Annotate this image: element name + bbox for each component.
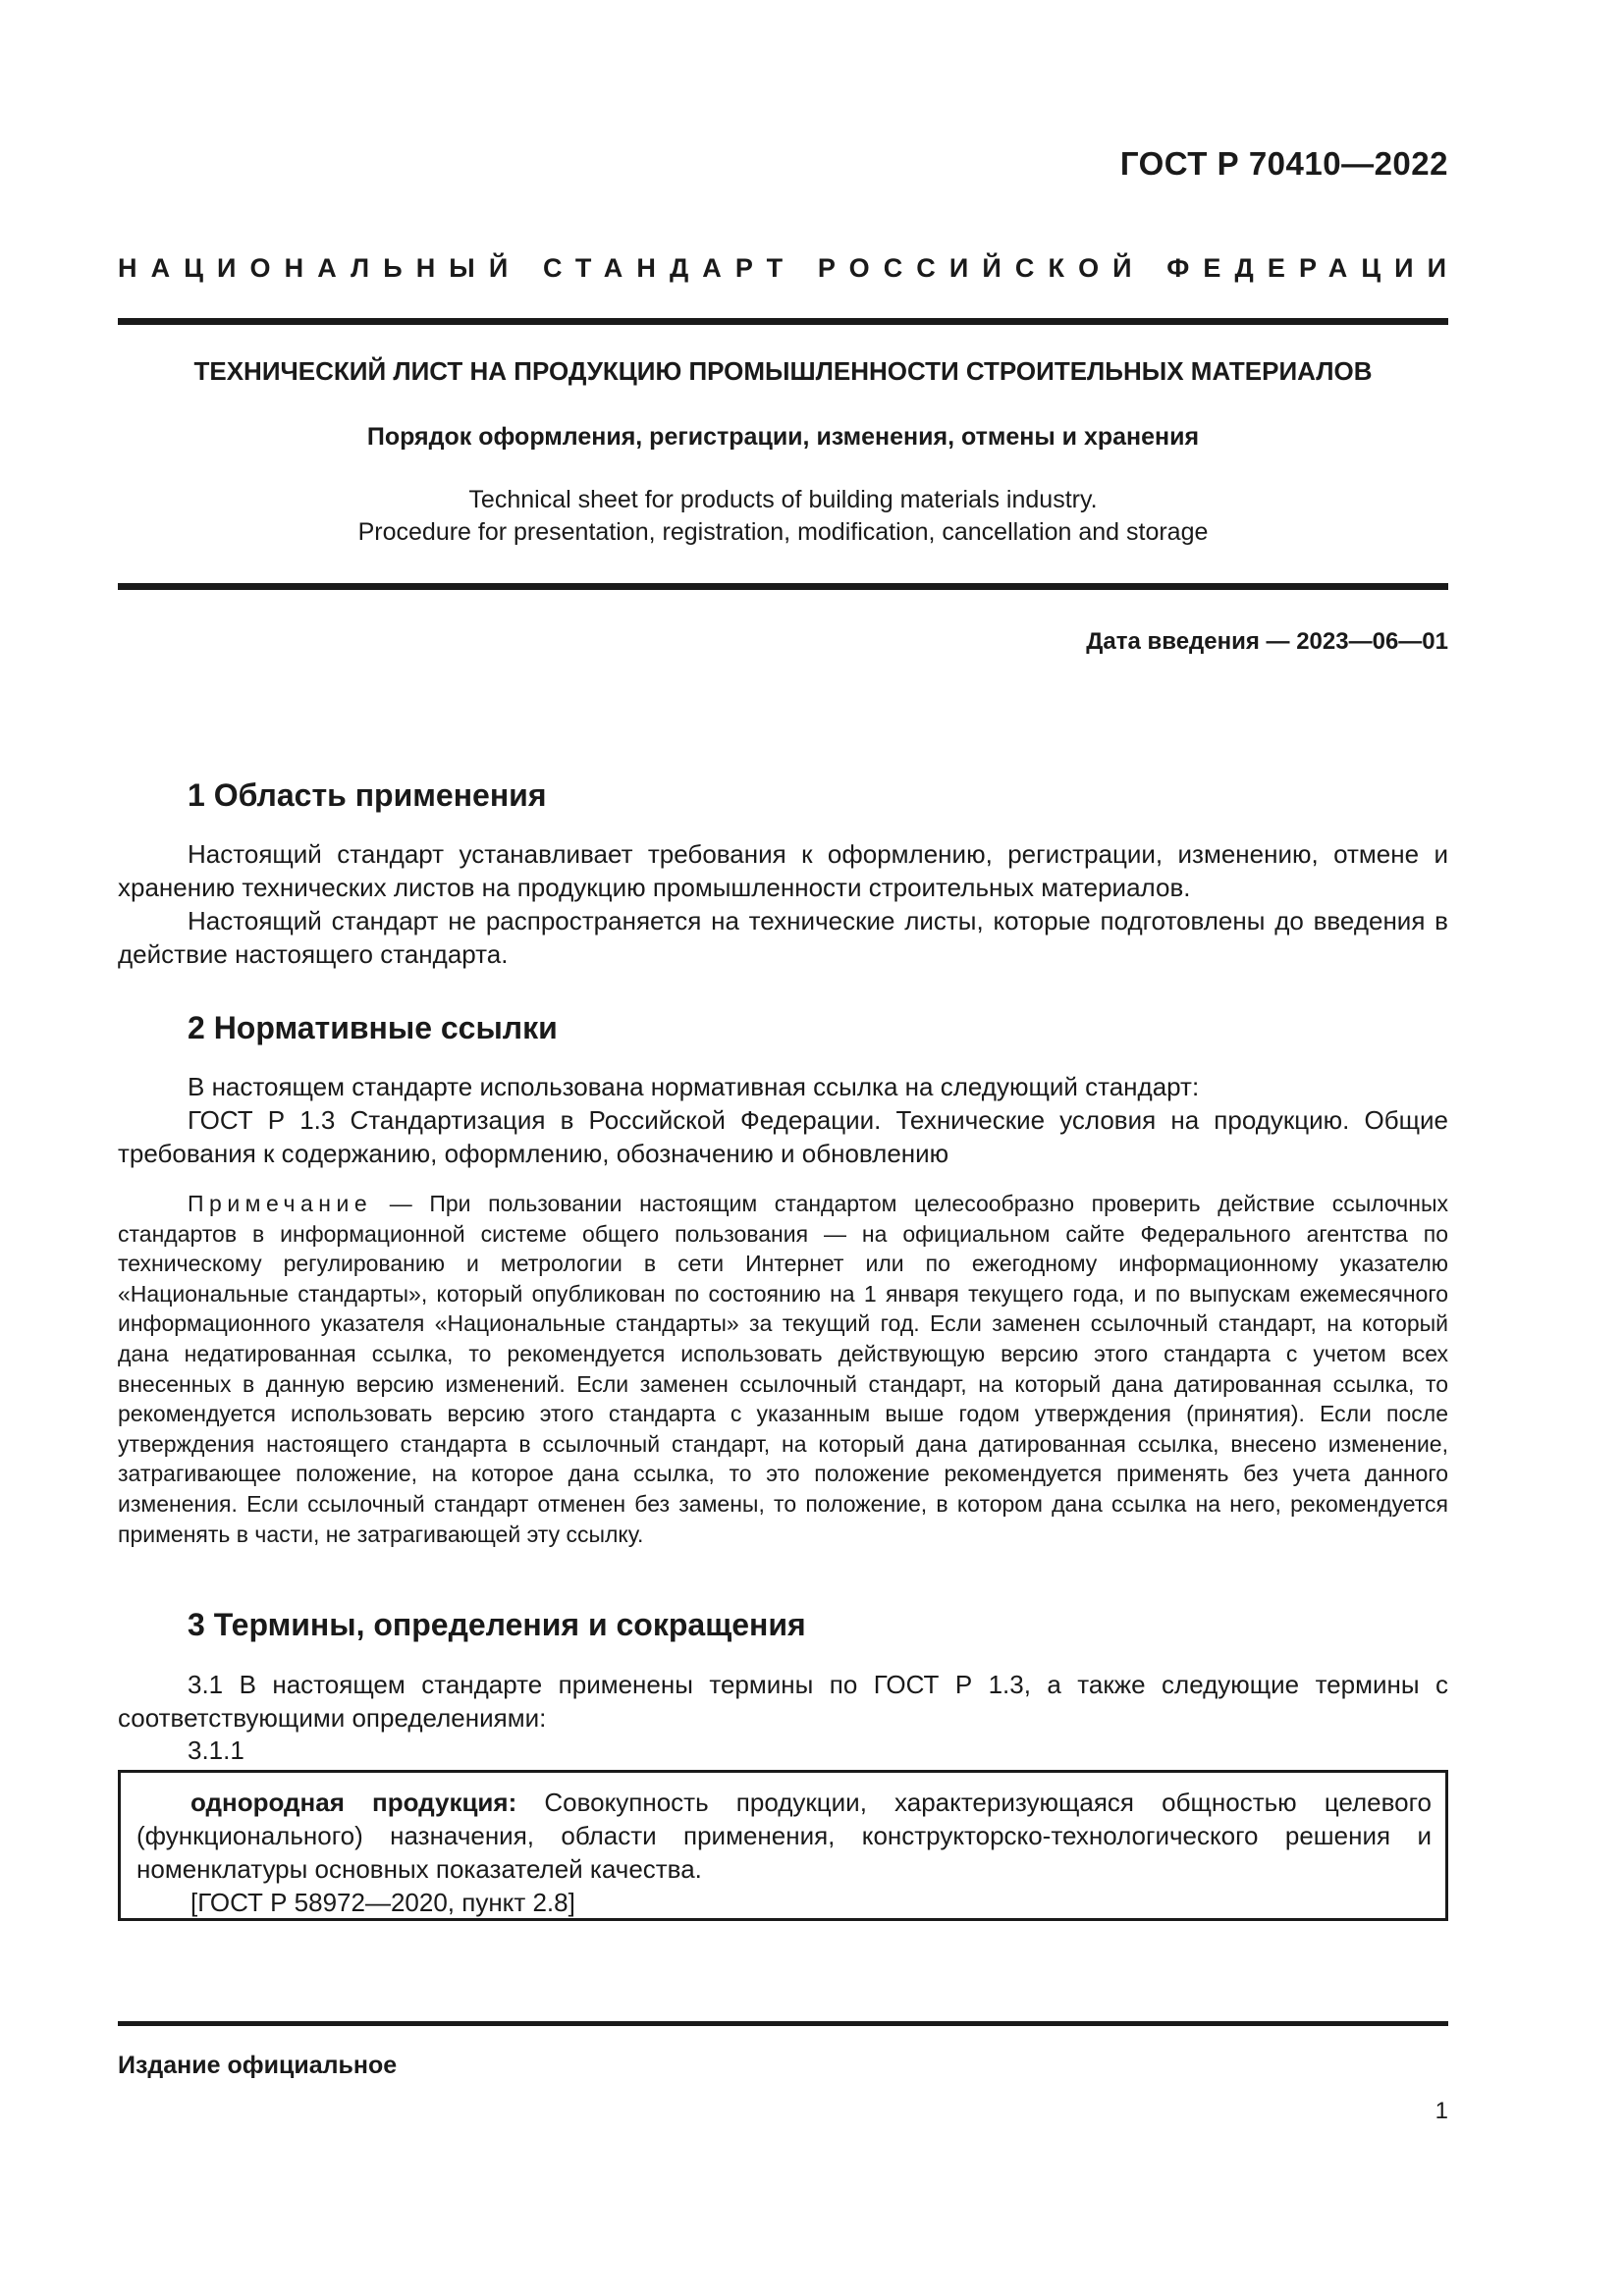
- section-2-heading: 2 Нормативные ссылки: [188, 1010, 558, 1045]
- section-1-heading: 1 Область применения: [188, 777, 547, 813]
- definition-box: [118, 1770, 1448, 1921]
- section-1-paragraph-1: Настоящий стандарт устанавливает требования к оформлению, регистрации, изменению, отмене и хранению технических листов на продукцию промышленности строительных материалов.: [118, 839, 1448, 902]
- footer-rule: [118, 2021, 1448, 2026]
- official-edition-label: Издание официальное: [118, 2052, 398, 2079]
- middle-rule: [118, 583, 1448, 590]
- clause-number: 3.1.1: [188, 1735, 244, 1765]
- page-number: 1: [1435, 2098, 1448, 2124]
- document-page: [118, 0, 1461, 2296]
- section-2-paragraph-2: ГОСТ Р 1.3 Стандартизация в Российской Федерации. Технические условия на продукцию. Общие требования к содержанию, оформлению, обозначению и обновлению: [118, 1105, 1448, 1168]
- section-3-paragraph-1: 3.1 В настоящем стандарте применены термины по ГОСТ Р 1.3, а также следующие термины с соответствующими определениями:: [118, 1670, 1448, 1733]
- english-title-line-2: Procedure for presentation, registration, modification, cancellation and storage: [357, 518, 1209, 546]
- note-text: — При пользовании настоящим стандартом целесообразно проверить действие ссылочных стандартов в информационной системе общего пользования — на официальном сайте Федерального агентства по техническому регулированию и метрологии в сети Интернет или по ежегодному информационному указателю «Национальные стандарты», который опубликован по состоянию на 1 января текущего года, и по выпускам ежемесячного информационного указателя «Национальные стандарты» за текущий год. Если заменен ссылочный стандарт, на который дана недатированная ссылка, то рекомендуется использовать действующую версию этого стандарта с учетом всех внесенных в данную версию изменений. Если заменен ссылочный стандарт, на который дана датированная ссылка, то рекомендуется использовать версию этого стандарта с указанным выше годом утверждения (принятия). Если после утверждения настоящего стандарта в ссылочный стандарт, на который дана датированная ссылка, внесено изменение, затрагивающее положение, на которое дана ссылка, то это положение рекомендуется применять без учета данного изменения. Если ссылочный стандарт отменен без замены, то положение, в котором дана ссылка на него, рекомендуется применять в части, не затрагивающей эту ссылку.: [118, 1191, 1448, 1547]
- subtitle: Порядок оформления, регистрации, изменения, отмены и хранения: [366, 423, 1200, 451]
- national-standard-title: НАЦИОНАЛЬНЫЙ СТАНДАРТ РОССИЙСКОЙ ФЕДЕРАЦИИ: [118, 253, 1461, 283]
- note-label: Примечание: [188, 1191, 373, 1216]
- definition-term: однородная продукция:: [190, 1788, 517, 1817]
- main-title: ТЕХНИЧЕСКИЙ ЛИСТ НА ПРОДУКЦИЮ ПРОМЫШЛЕННОСТИ СТРОИТЕЛЬНЫХ МАТЕРИАЛОВ: [193, 356, 1373, 386]
- top-rule: [118, 318, 1448, 325]
- introduction-date: Дата введения — 2023—06—01: [1086, 628, 1448, 655]
- section-2-note: [118, 1189, 1448, 1549]
- definition-body: Совокупность продукции, характеризующаяся общностью целевого (функционального) назначения, области применения, конструкторско-технологического решения и номенклатуры основных показателей качества.: [136, 1788, 1432, 1884]
- english-title-line-1: Technical sheet for products of building materials industry.: [468, 486, 1098, 513]
- section-1-paragraph-2: Настоящий стандарт не распространяется на технические листы, которые подготовлены до введения в действие настоящего стандарта.: [118, 906, 1448, 969]
- section-3-heading: 3 Термины, определения и сокращения: [188, 1607, 806, 1642]
- document-number: ГОСТ Р 70410—2022: [1119, 145, 1448, 182]
- definition-source: [ГОСТ Р 58972—2020, пункт 2.8]: [190, 1888, 575, 1917]
- english-title: [118, 484, 1448, 549]
- section-2-paragraph-1: В настоящем стандарте использована нормативная ссылка на следующий стандарт:: [188, 1072, 1200, 1101]
- definition-text: [136, 1786, 1432, 1886]
